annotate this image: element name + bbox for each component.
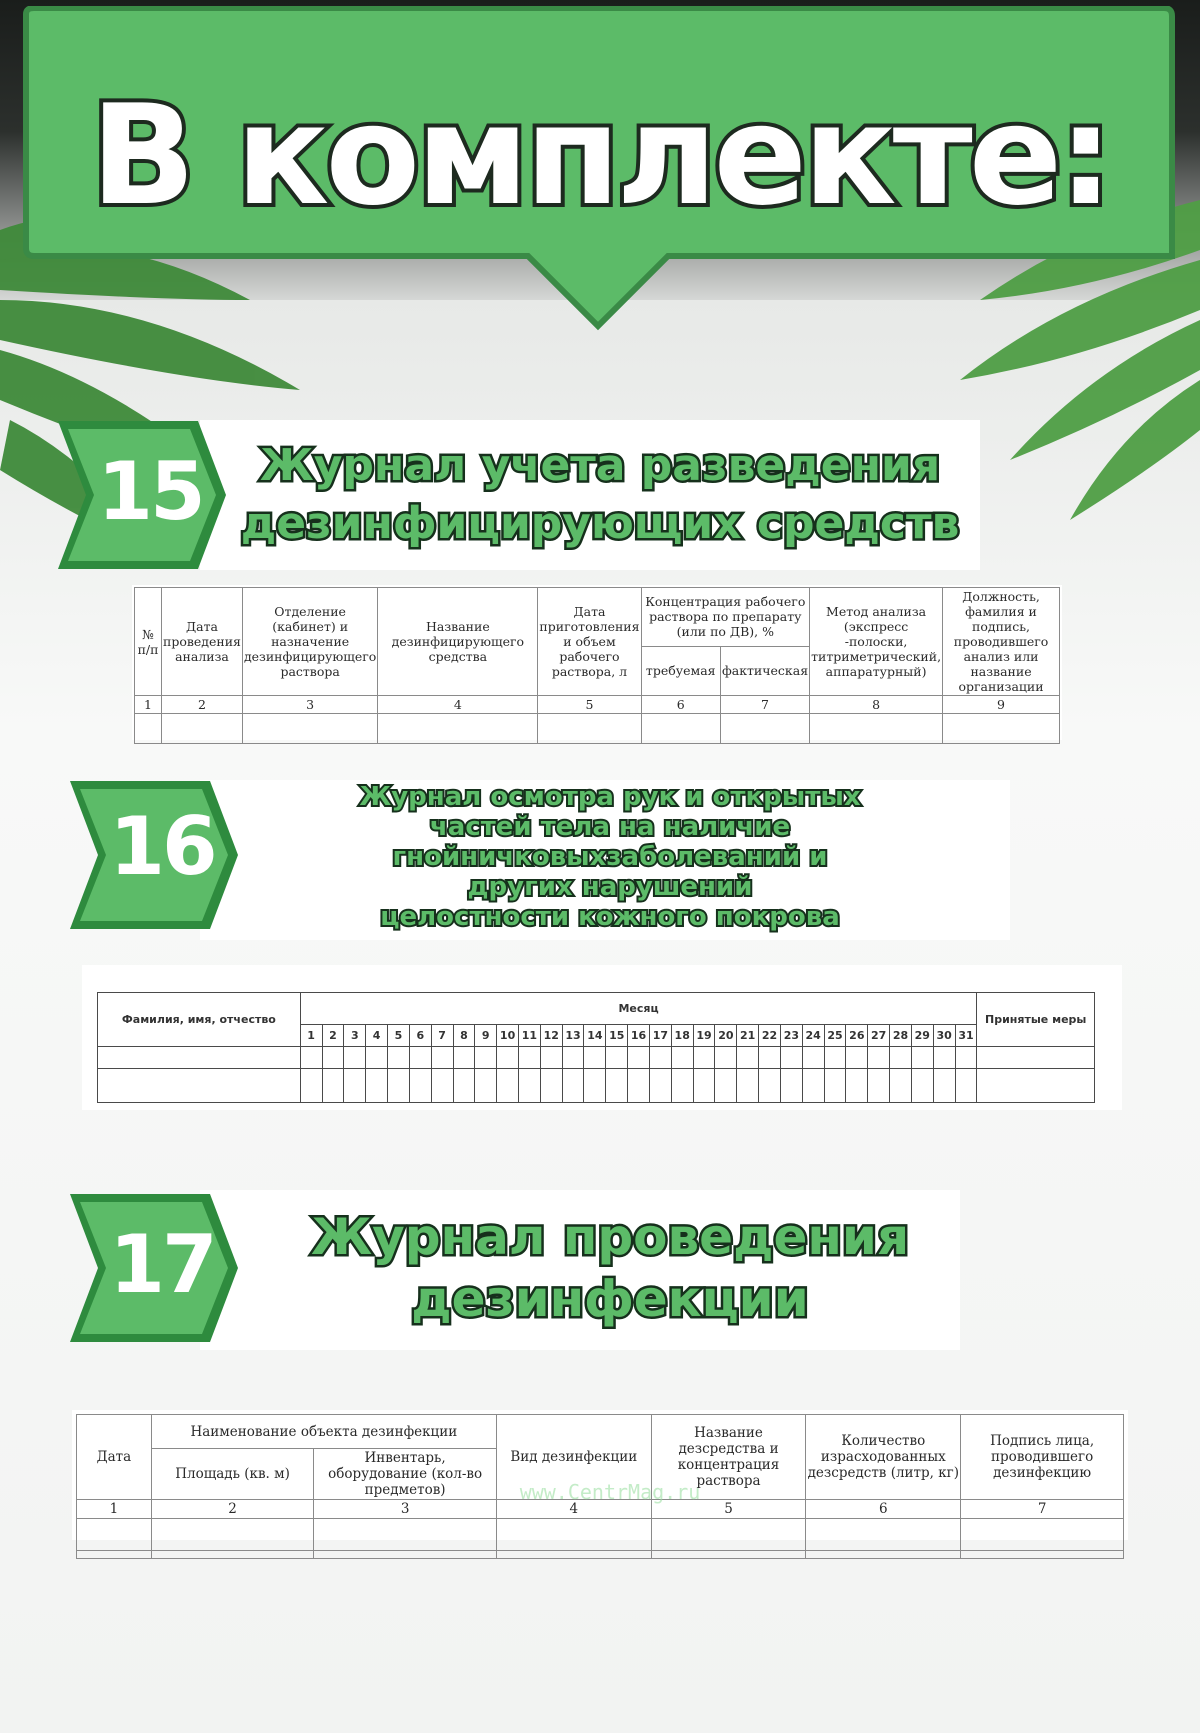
table-cell — [431, 1047, 453, 1069]
table-cell — [366, 1069, 388, 1103]
day-number: 4 — [366, 1025, 388, 1047]
table-cell — [977, 1047, 1095, 1069]
table-cell — [388, 1069, 410, 1103]
table-cell — [344, 1069, 366, 1103]
day-number: 11 — [519, 1025, 541, 1047]
section-15-title-line-2: дезинфицирующих средств — [240, 498, 960, 549]
section-15-number: 15 — [97, 445, 203, 538]
table-cell — [911, 1069, 933, 1103]
table-cell — [911, 1047, 933, 1069]
day-number: 14 — [584, 1025, 606, 1047]
column-number: 2 — [162, 696, 243, 714]
day-number: 19 — [693, 1025, 715, 1047]
table-cell — [846, 1047, 868, 1069]
table-cell — [824, 1069, 846, 1103]
day-number: 13 — [562, 1025, 584, 1047]
day-number: 5 — [388, 1025, 410, 1047]
table-cell — [300, 1069, 322, 1103]
day-number: 29 — [911, 1025, 933, 1047]
table-cell — [322, 1069, 344, 1103]
table-row — [98, 1069, 1095, 1103]
table-cell — [453, 1047, 475, 1069]
column-number: 4 — [378, 696, 538, 714]
table-cell — [671, 1069, 693, 1103]
table-cell — [846, 1069, 868, 1103]
table-cell — [562, 1069, 584, 1103]
col-header-date: Дата — [77, 1415, 152, 1500]
col-header-object: Наименование объекта дезинфекции — [151, 1415, 496, 1449]
table-cell — [649, 1047, 671, 1069]
table-row — [77, 1519, 1124, 1551]
page-title: В комплекте: — [90, 75, 1110, 236]
column-number: 6 — [806, 1500, 961, 1519]
col-header-area: Площадь (кв. м) — [151, 1449, 314, 1500]
table-cell — [868, 1069, 890, 1103]
table-cell — [671, 1047, 693, 1069]
table-cell — [300, 1047, 322, 1069]
day-number: 10 — [497, 1025, 519, 1047]
table-cell — [519, 1069, 541, 1103]
col-header-actual: фактическая — [720, 646, 809, 695]
table-cell — [955, 1069, 977, 1103]
column-number: 9 — [943, 696, 1060, 714]
table-cell — [802, 1047, 824, 1069]
day-number: 17 — [649, 1025, 671, 1047]
col-header-inventory: Инвентарь, оборудование (кол-во предметов) — [314, 1449, 497, 1500]
table-cell — [497, 1047, 519, 1069]
col-header-signature: Подпись лица, проводившего дезинфекцию — [961, 1415, 1124, 1500]
col-header-department: Отделение (кабинет) и назначение дезинфицирующего раствора — [242, 588, 377, 696]
day-number: 30 — [933, 1025, 955, 1047]
table-cell — [649, 1069, 671, 1103]
table-cell — [98, 1047, 301, 1069]
table-cell — [409, 1047, 431, 1069]
table-cell — [890, 1069, 912, 1103]
col-header-required: требуемая — [641, 646, 720, 695]
column-number: 5 — [651, 1500, 806, 1519]
table-cell — [453, 1069, 475, 1103]
section-16-title-line-5: целостности кожного покрова — [380, 902, 840, 932]
table-cell — [693, 1047, 715, 1069]
section-15-title-line-1: Журнал учета разведения — [259, 440, 941, 491]
table-row — [98, 1047, 1095, 1069]
watermark: www.CentrMag.ru — [519, 1480, 701, 1504]
section-17-title-line-2: дезинфекции — [411, 1270, 809, 1328]
column-number: 5 — [538, 696, 641, 714]
section-16-title-line-1: Журнал осмотра рук и открытых — [359, 782, 861, 812]
day-number: 6 — [409, 1025, 431, 1047]
day-number: 20 — [715, 1025, 737, 1047]
column-number: 1 — [135, 696, 162, 714]
col-header-concentration: Концентрация рабочего раствора по препарату (или по ДВ), % — [641, 588, 810, 647]
table-cell — [759, 1069, 781, 1103]
table-cell — [388, 1047, 410, 1069]
column-number: 3 — [314, 1500, 497, 1519]
section-16-table-sheet — [82, 965, 1122, 1110]
table-cell — [802, 1069, 824, 1103]
table-cell — [868, 1047, 890, 1069]
section-15-journal-table — [134, 587, 1060, 744]
table-cell — [715, 1047, 737, 1069]
section-17-table-sheet — [72, 1410, 1128, 1540]
section-17-title-line-1: Журнал проведения — [310, 1208, 910, 1266]
col-header-method: Метод анализа (экспресс -полоски, титриметрический, аппаратурный) — [810, 588, 943, 696]
col-header-number: № п/п — [135, 588, 162, 696]
table-cell — [628, 1069, 650, 1103]
table-cell — [409, 1069, 431, 1103]
table-cell — [475, 1069, 497, 1103]
day-number: 27 — [868, 1025, 890, 1047]
table-cell — [562, 1047, 584, 1069]
day-number: 2 — [322, 1025, 344, 1047]
table-cell — [693, 1069, 715, 1103]
table-cell — [628, 1047, 650, 1069]
col-header-full-name: Фамилия, имя, отчество — [98, 993, 301, 1047]
column-number: 7 — [720, 696, 809, 714]
column-number: 1 — [77, 1500, 152, 1519]
table-cell — [890, 1047, 912, 1069]
table-cell — [737, 1047, 759, 1069]
day-number: 26 — [846, 1025, 868, 1047]
table-cell — [584, 1047, 606, 1069]
column-number: 4 — [496, 1500, 651, 1519]
table-cell — [715, 1069, 737, 1103]
section-15-table-sheet — [132, 585, 1062, 740]
day-number: 7 — [431, 1025, 453, 1047]
col-header-agent-name: Название дезинфицирующего средства — [378, 588, 538, 696]
col-header-measures: Принятые меры — [977, 993, 1095, 1047]
day-number: 16 — [628, 1025, 650, 1047]
day-number: 12 — [540, 1025, 562, 1047]
day-number: 24 — [802, 1025, 824, 1047]
section-16-title-line-4: других нарушений — [467, 872, 753, 902]
table-cell — [322, 1047, 344, 1069]
column-number: 3 — [242, 696, 377, 714]
table-cell — [759, 1047, 781, 1069]
table-cell — [606, 1047, 628, 1069]
col-header-agent: Название дезсредства и концентрация раствора — [651, 1415, 806, 1500]
table-cell — [780, 1069, 802, 1103]
day-number: 22 — [759, 1025, 781, 1047]
table-cell — [933, 1047, 955, 1069]
table-cell — [737, 1069, 759, 1103]
day-number: 1 — [300, 1025, 322, 1047]
table-cell — [475, 1047, 497, 1069]
section-16-number: 16 — [109, 800, 215, 893]
col-header-month: Месяц — [300, 993, 977, 1025]
table-cell — [540, 1069, 562, 1103]
day-number: 9 — [475, 1025, 497, 1047]
table-cell — [519, 1047, 541, 1069]
col-header-quantity: Количество израсходованных дезсредств (литр, кг) — [806, 1415, 961, 1500]
table-cell — [366, 1047, 388, 1069]
col-header-analysis-date: Дата проведения анализа — [162, 588, 243, 696]
table-cell — [955, 1047, 977, 1069]
col-header-preparation-date: Дата приготовления и объем рабочего раствора, л — [538, 588, 641, 696]
table-cell — [933, 1069, 955, 1103]
section-16-title-line-3: гнойничковыхзаболеваний и — [392, 842, 828, 872]
section-16-title-line-2: частей тела на наличие — [429, 812, 791, 842]
column-number: 6 — [641, 696, 720, 714]
column-number: 7 — [961, 1500, 1124, 1519]
table-cell — [431, 1069, 453, 1103]
section-16-journal-table — [97, 992, 1095, 1103]
table-row — [135, 714, 1060, 744]
table-cell — [606, 1069, 628, 1103]
column-number: 2 — [151, 1500, 314, 1519]
col-header-position: Должность, фамилия и подпись, проводившего анализ или название организации — [943, 588, 1060, 696]
col-header-type: Вид дезинфекции — [496, 1415, 651, 1500]
table-cell — [344, 1047, 366, 1069]
day-number: 25 — [824, 1025, 846, 1047]
day-number: 31 — [955, 1025, 977, 1047]
day-number: 21 — [737, 1025, 759, 1047]
column-number: 8 — [810, 696, 943, 714]
day-number: 3 — [344, 1025, 366, 1047]
table-cell — [824, 1047, 846, 1069]
table-cell — [584, 1069, 606, 1103]
section-17-number: 17 — [109, 1218, 215, 1311]
table-cell — [780, 1047, 802, 1069]
table-cell — [977, 1069, 1095, 1103]
table-row — [77, 1551, 1124, 1559]
table-cell — [497, 1069, 519, 1103]
day-number: 23 — [780, 1025, 802, 1047]
day-number: 18 — [671, 1025, 693, 1047]
day-number: 8 — [453, 1025, 475, 1047]
day-number: 28 — [890, 1025, 912, 1047]
table-cell — [540, 1047, 562, 1069]
table-cell — [98, 1069, 301, 1103]
day-number: 15 — [606, 1025, 628, 1047]
